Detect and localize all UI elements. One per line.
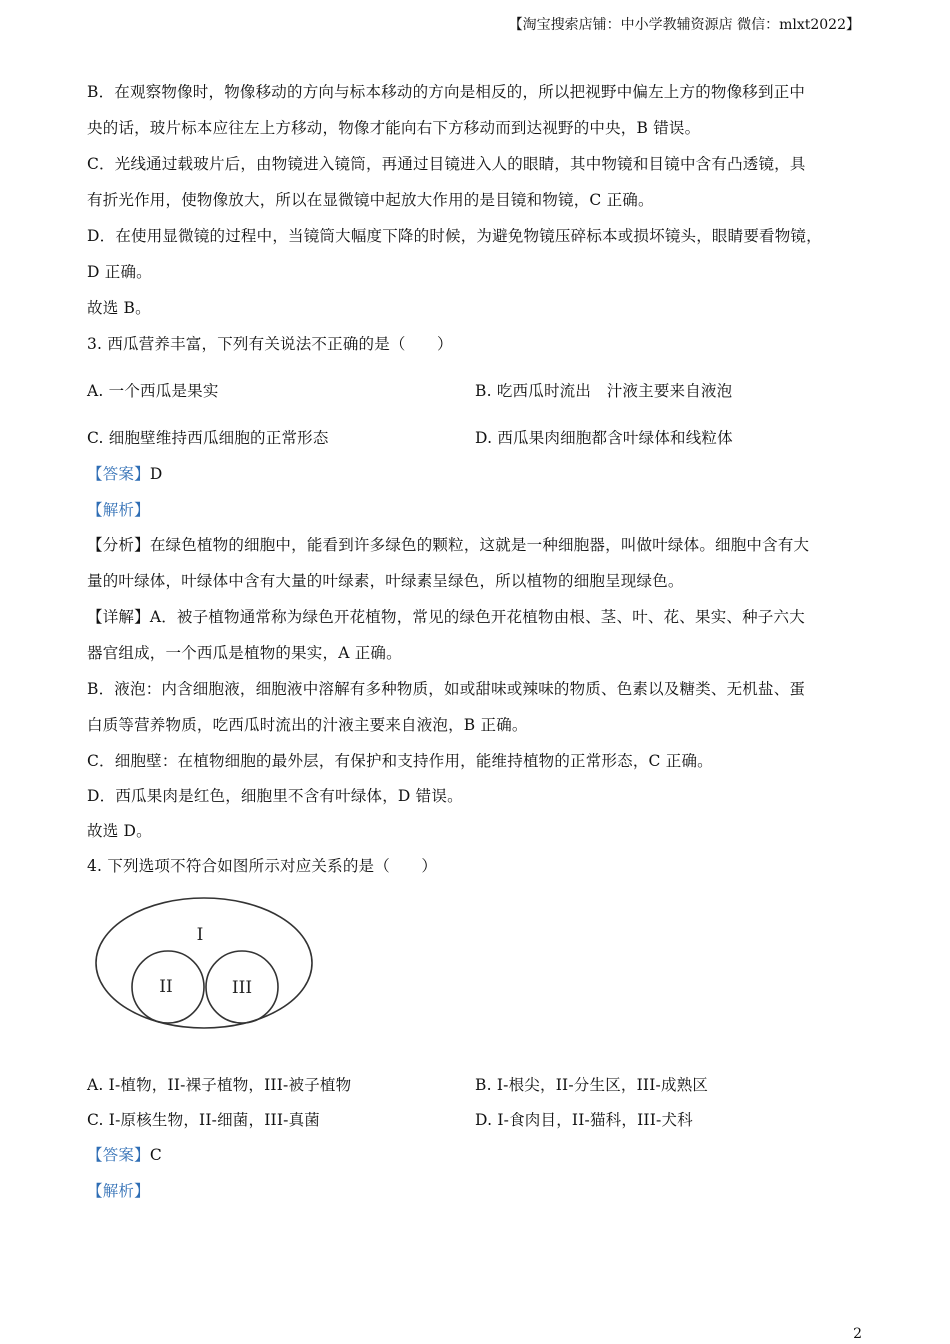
q4-option-a: A. I-植物，II-裸子植物，III-被子植物 [87,1076,352,1094]
text-line: D 正确。 [87,263,152,281]
fenxi-text: 在绿色植物的细胞中，能看到许多绿色的颗粒，这就是一种细胞器，叫做叶绿体。细胞中含有大 [149,536,810,554]
answer-value: C [149,1146,162,1164]
answer-tag: 【答案】 [87,1146,150,1164]
xiangjie-text: A．被子植物通常称为绿色开花植物，常见的绿色开花植物由根、茎、叶、花、果实、种子六大 [149,608,805,626]
fenxi-tag: 【分析】 [87,536,150,554]
q3-option-c: C. 细胞壁维持西瓜细胞的正常形态 [87,429,329,447]
q3-fenxi-line [87,535,809,555]
label-outer: I [196,925,204,945]
text-line: D．西瓜果肉是红色，细胞里不含有叶绿体，D 错误。 [87,787,463,805]
question-3-stem: 3. 西瓜营养丰富，下列有关说法不正确的是（ ） [87,335,453,353]
text-line: C．细胞壁：在植物细胞的最外层，有保护和支持作用，能维持植物的正常形态，C 正确。 [87,752,713,770]
question-4-stem: 4. 下列选项不符合如图所示对应关系的是（ ） [87,857,438,875]
answer-value: D [149,465,163,483]
q3-answer [87,464,162,484]
q3-xiangjie-line [87,607,805,627]
text-line: D．在使用显微镜的过程中，当镜筒大幅度下降的时候，为避免物镜压碎标本或损坏镜头，眼睛要看物镜， [87,227,822,245]
text-line: 有折光作用，使物像放大，所以在显微镜中起放大作用的是目镜和物镜，C 正确。 [87,191,654,209]
q3-option-a: A. 一个西瓜是果实 [87,382,219,400]
venn-diagram [90,892,320,1034]
label-left: II [159,977,173,997]
q4-option-c: C. I-原核生物，II-细菌，III-真菌 [87,1111,321,1129]
text-line: B．液泡：内含细胞液，细胞液中溶解有多种物质，如或甜味或辣味的物质、色素以及糖类、无机盐、蛋 [87,680,806,698]
text-line: 故选 B。 [87,299,151,317]
q3-option-b: B. 吃西瓜时流出 汁液主要来自液泡 [475,382,733,400]
label-right: III [231,978,253,998]
q3-analysis-tag: 【解析】 [87,501,150,519]
text-line: B．在观察物像时，物像移动的方向与标本移动的方向是相反的，所以把视野中偏左上方的物像移到正中 [87,83,806,101]
q4-analysis-tag: 【解析】 [87,1182,150,1200]
outer-ellipse [96,898,312,1028]
answer-tag: 【答案】 [87,465,150,483]
page-number: 2 [853,1326,862,1342]
page-header: 【淘宝搜索店铺：中小学教辅资源店 微信：mlxt2022】 [508,17,860,33]
text-line: 量的叶绿体，叶绿体中含有大量的叶绿素，叶绿素呈绿色，所以植物的细胞呈现绿色。 [87,572,684,590]
text-line: 白质等营养物质，吃西瓜时流出的汁液主要来自液泡，B 正确。 [87,716,528,734]
text-line: 器官组成，一个西瓜是植物的果实，A 正确。 [87,644,402,662]
text-line: 故选 D。 [87,822,152,840]
xiangjie-tag: 【详解】 [87,608,150,626]
q4-option-d: D. I-食肉目，II-猫科，III-犬科 [475,1111,693,1129]
q3-option-d: D. 西瓜果肉细胞都含叶绿体和线粒体 [475,429,733,447]
text-line: 央的话，玻片标本应往左上方移动，物像才能向右下方移动而到达视野的中央，B 错误。 [87,119,701,137]
q4-option-b: B. I-根尖，II-分生区，III-成熟区 [475,1076,709,1094]
text-line: C．光线通过载玻片后，由物镜进入镜筒，再通过目镜进入人的眼睛，其中物镜和目镜中含有凸透镜，具 [87,155,806,173]
q4-answer [87,1145,162,1165]
